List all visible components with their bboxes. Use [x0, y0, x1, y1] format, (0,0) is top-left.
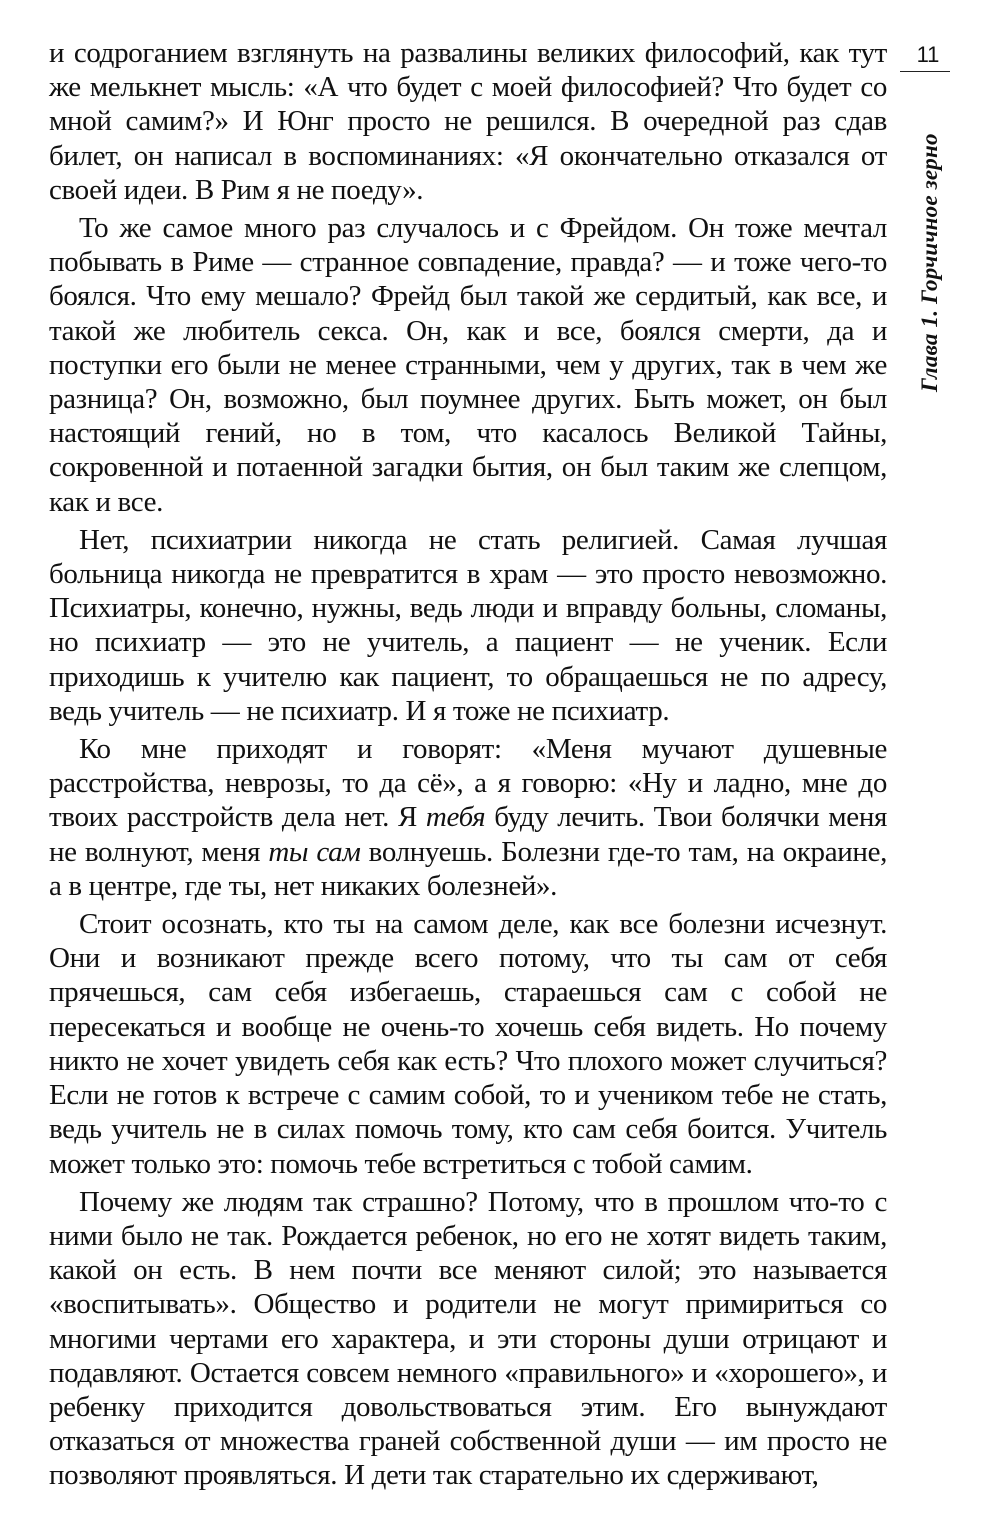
paragraph-5: Стоит осознать, кто ты на самом деле, как все болезни исчезнут. Они и возникают прежде всего потому, что ты сам от себя прячешься, сам себя избегаешь, стараешься сам с собой не пересекаться и вообще не очень-то хочешь себя видеть. Но почему никто не хочет увидеть себя как есть? Что плохого может случиться? Если не готов к встрече с самим собой, то и учеником тебе не стать, ведь учитель не в силах помочь тому, кто сам себя боится. Учитель может только это: помочь тебе встретиться с тобой самим.	[49, 908, 887, 1180]
paragraph-3: Нет, психиатрии никогда не стать религией. Самая лучшая больница никогда не превратится в храм — это просто невозможно. Психиатры, конечно, нужны, ведь люди и вправду больны, сломаны, но психиатр — это не учитель, а пациент — не ученик. Если приходишь к учителю как пациент, то обращаешься не по адресу, ведь учитель — не психиатр. И я тоже не психиатр.	[49, 523, 887, 727]
paragraph-4	[49, 732, 887, 903]
paragraph-6: Почему же людям так страшно? Потому, что в прошлом что-то с ними было не так. Рождается ребенок, но его не хотят видеть таким, какой он есть. В нем почти все меняют силой; это называется «воспитывать». Общество и родители не могут примириться со многими чертами его характера, и эти стороны души отрицают и подавляют. Остается совсем немного «правильного» и «хорошего», и ребенку приходится довольствоваться этим. Его вынуждают отказаться от множества граней собственной души — им просто не позволяют проявляться. И дети так старательно их сдерживают,	[49, 1185, 887, 1492]
paragraph-1: и содроганием взглянуть на развалины великих философий, как тут же мелькнет мысль: «А что будет с моей философией? Что будет со мной самим?» И Юнг просто не решился. В очередной раз сдав билет, он написал в воспоминаниях: «Я окончательно отказался от своей идеи. В Рим я не поеду».	[49, 37, 887, 206]
page-number: 11	[916, 42, 940, 67]
page-number-rule	[900, 71, 950, 72]
paragraph-4-part-3: волнуешь. Болезни где-то там, на окраине, а в центре, где ты, нет никаких болезней».	[49, 835, 887, 902]
paragraph-2: То же самое много раз случалось и с Фрейдом. Он тоже мечтал побывать в Риме — странное совпадение, правда? — и тоже чего-то боялся. Что ему мешало? Фрейд был такой же сердитый, как все, и такой же любитель секса. Он, как и все, боялся смерти, да и поступки его были не менее странными, чем у других, так в чем же разница? Он, возможно, был поумнее других. Быть может, он был настоящий гений, но в том, что касалось Великой Тайны, сокровенной и потаенной загадки бытия, он был таким же слепцом, как и все.	[49, 212, 887, 518]
paragraph-4-part-1: Ко мне приходят и говорят: «Меня мучают душевные расстройства, неврозы, то да сё», а я говорю: «Ну и ладно, мне до твоих расстройств дела нет. Я	[49, 733, 887, 834]
paragraph-4-emphasis-1: тебя	[425, 801, 486, 834]
running-head-text: Глава 1. Горчичное зерно	[917, 133, 942, 392]
paragraph-4-part-2: буду лечить. Твои болячки меня не волнуют, меня	[49, 801, 887, 868]
body-text	[49, 36, 887, 1493]
paragraph-4-emphasis-2: ты сам	[268, 835, 361, 868]
